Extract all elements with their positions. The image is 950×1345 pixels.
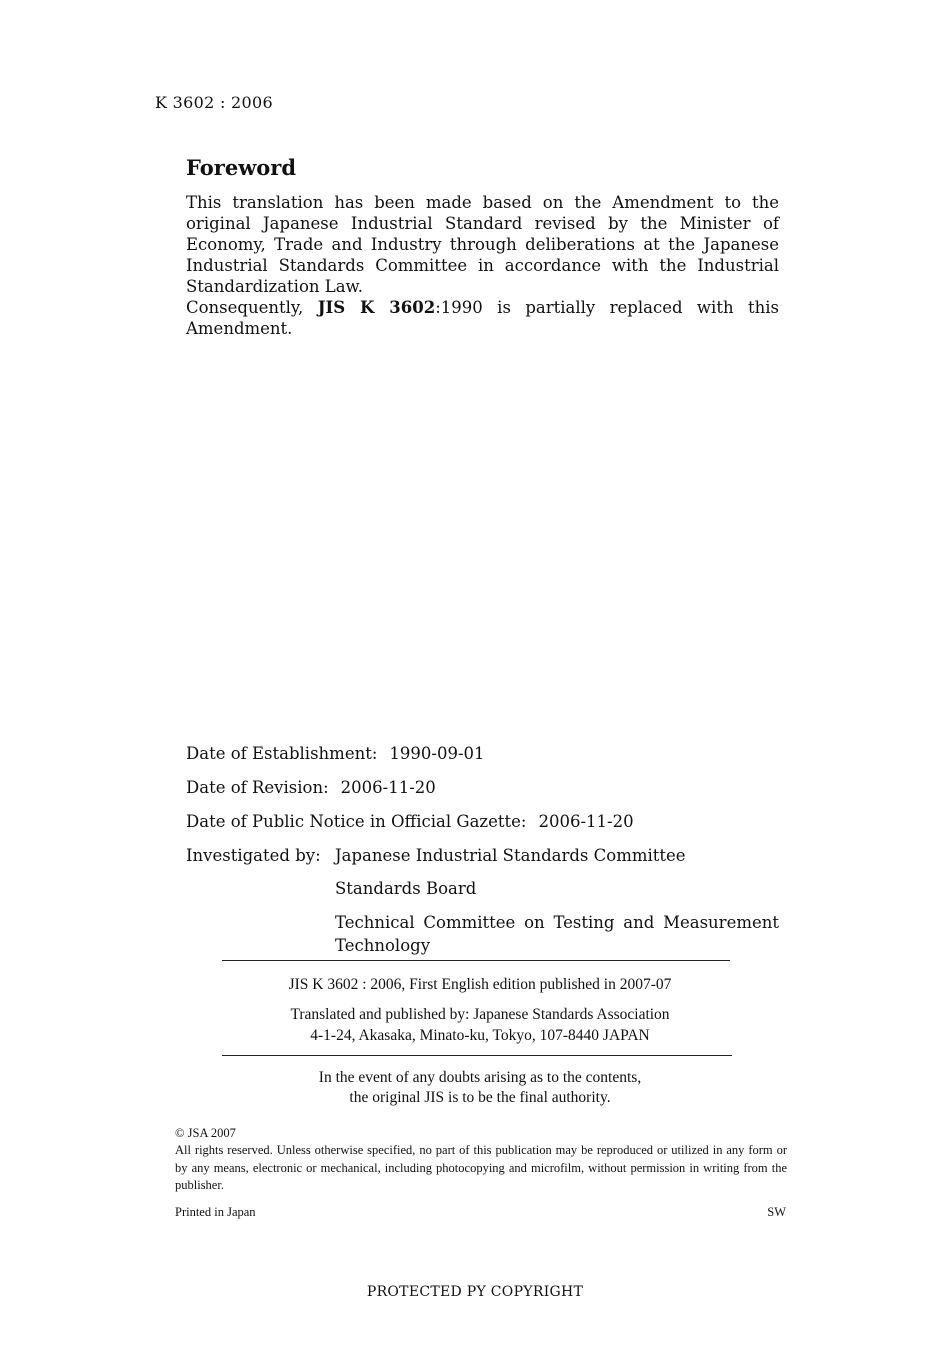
paragraph-2-suffix: is partially replaced with this Amendment. [186, 298, 779, 338]
jis-reference: JIS K 3602 [317, 298, 436, 317]
foreword-paragraph-2 [186, 297, 779, 339]
foreword-title: Foreword [186, 155, 297, 180]
rights-reserved-text: All rights reserved. Unless otherwise specified, no part of this publication may be reproduced or utilized in any form or by any means, electronic or mechanical, including photocopying and microfilm, without permission in writing from the publisher. [175, 1143, 787, 1192]
investigated-by-committee: Japanese Industrial Standards Committee [335, 846, 686, 865]
investigated-by-board: Standards Board [335, 879, 477, 898]
investigated-by-technical-committee: Technical Committee on Testing and Measurement Technology [335, 913, 779, 955]
establishment-date-row [186, 743, 485, 764]
publisher-address: 4-1-24, Akasaka, Minato-ku, Tokyo, 107-8440 JAPAN [310, 1027, 650, 1044]
establishment-label: Date of Establishment: [186, 744, 378, 763]
public-notice-date-row [186, 811, 634, 832]
public-notice-label: Date of Public Notice in Official Gazette: [186, 812, 527, 831]
publisher-info: Translated and published by: Japanese Standards Association [290, 1006, 670, 1023]
edition-info: JIS K 3602 : 2006, First English edition published in 2007-07 [288, 976, 672, 993]
divider-top [222, 960, 730, 961]
revision-value: 2006-11-20 [340, 778, 436, 797]
copyright-notice: © JSA 2007 [175, 1126, 236, 1140]
copyright-footer: PROTECTED PY COPYRIGHT [366, 1284, 584, 1300]
revision-date-row [186, 777, 436, 798]
authority-notice-line-1: In the event of any doubts arising as to the contents, [318, 1069, 642, 1086]
divider-bottom [222, 1055, 732, 1056]
authority-notice-line-2: the original JIS is to be the final authority. [349, 1089, 611, 1106]
public-notice-value: 2006-11-20 [538, 812, 634, 831]
revision-label: Date of Revision: [186, 778, 329, 797]
establishment-value: 1990-09-01 [389, 744, 485, 763]
printer-code: SW [767, 1205, 786, 1219]
document-code: K 3602 : 2006 [155, 93, 273, 112]
foreword-paragraph-1: This translation has been made based on the Amendment to the original Japanese Industrial Standard revised by the Minister of Economy, Trade and Industry through deliberations at the Japanese Industrial Standards Committee in accordance with the Industrial Standardization Law. [186, 193, 779, 296]
paragraph-2-prefix: Consequently, [186, 298, 318, 317]
investigated-by-label: Investigated by: [186, 846, 321, 865]
printed-in-label: Printed in Japan [175, 1205, 256, 1219]
jis-reference-year: :1990 [435, 298, 483, 317]
